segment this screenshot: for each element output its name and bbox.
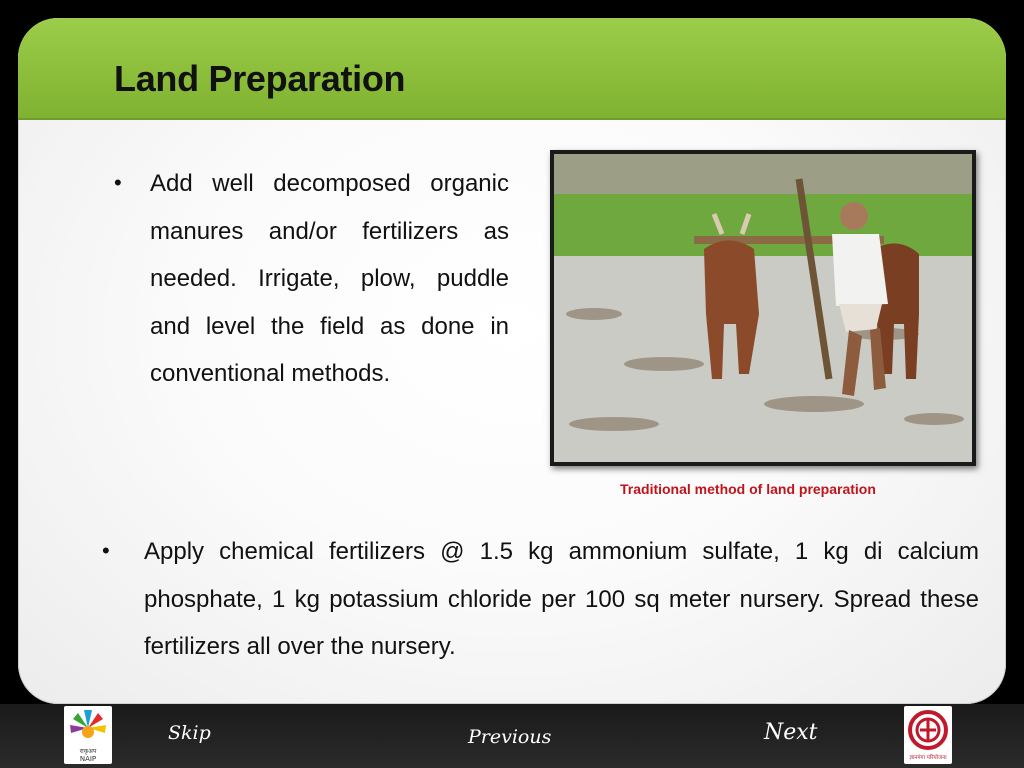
skip-button[interactable]: Skip [168,722,211,744]
svg-text:राकृअप: राकृअप [79,748,97,755]
bullet-text-2: Apply chemical fertilizers @ 1.5 kg ammonium sulfate, 1 kg di calcium phosphate, 1 kg potassium chloride per 100 sq meter nursery. Spread these fertilizers all over the nursery. [144,538,979,660]
slide-title: Land Preparation [114,58,406,99]
bullet-text-1: Add well decomposed organic manures and/or fertilizers as needed. Irrigate, plow, puddle and level the field as done in conventional methods. [150,170,509,387]
next-button[interactable]: Next [764,720,818,745]
gyan-logo-icon [904,706,952,764]
bullet-marker: • [114,170,122,195]
photo-farmer-plowing-icon [554,154,972,462]
land-preparation-photo [550,150,976,466]
previous-button[interactable]: Previous [468,726,552,748]
naip-logo-icon [64,706,112,764]
bullet-marker: • [102,538,110,563]
photo-caption: Traditional method of land preparation [620,481,876,497]
slide-card [18,18,1006,704]
svg-text:NAIP: NAIP [79,755,97,763]
svg-text:ज्ञानगंगा परियोजना: ज्ञानगंगा परियोजना [909,755,947,761]
